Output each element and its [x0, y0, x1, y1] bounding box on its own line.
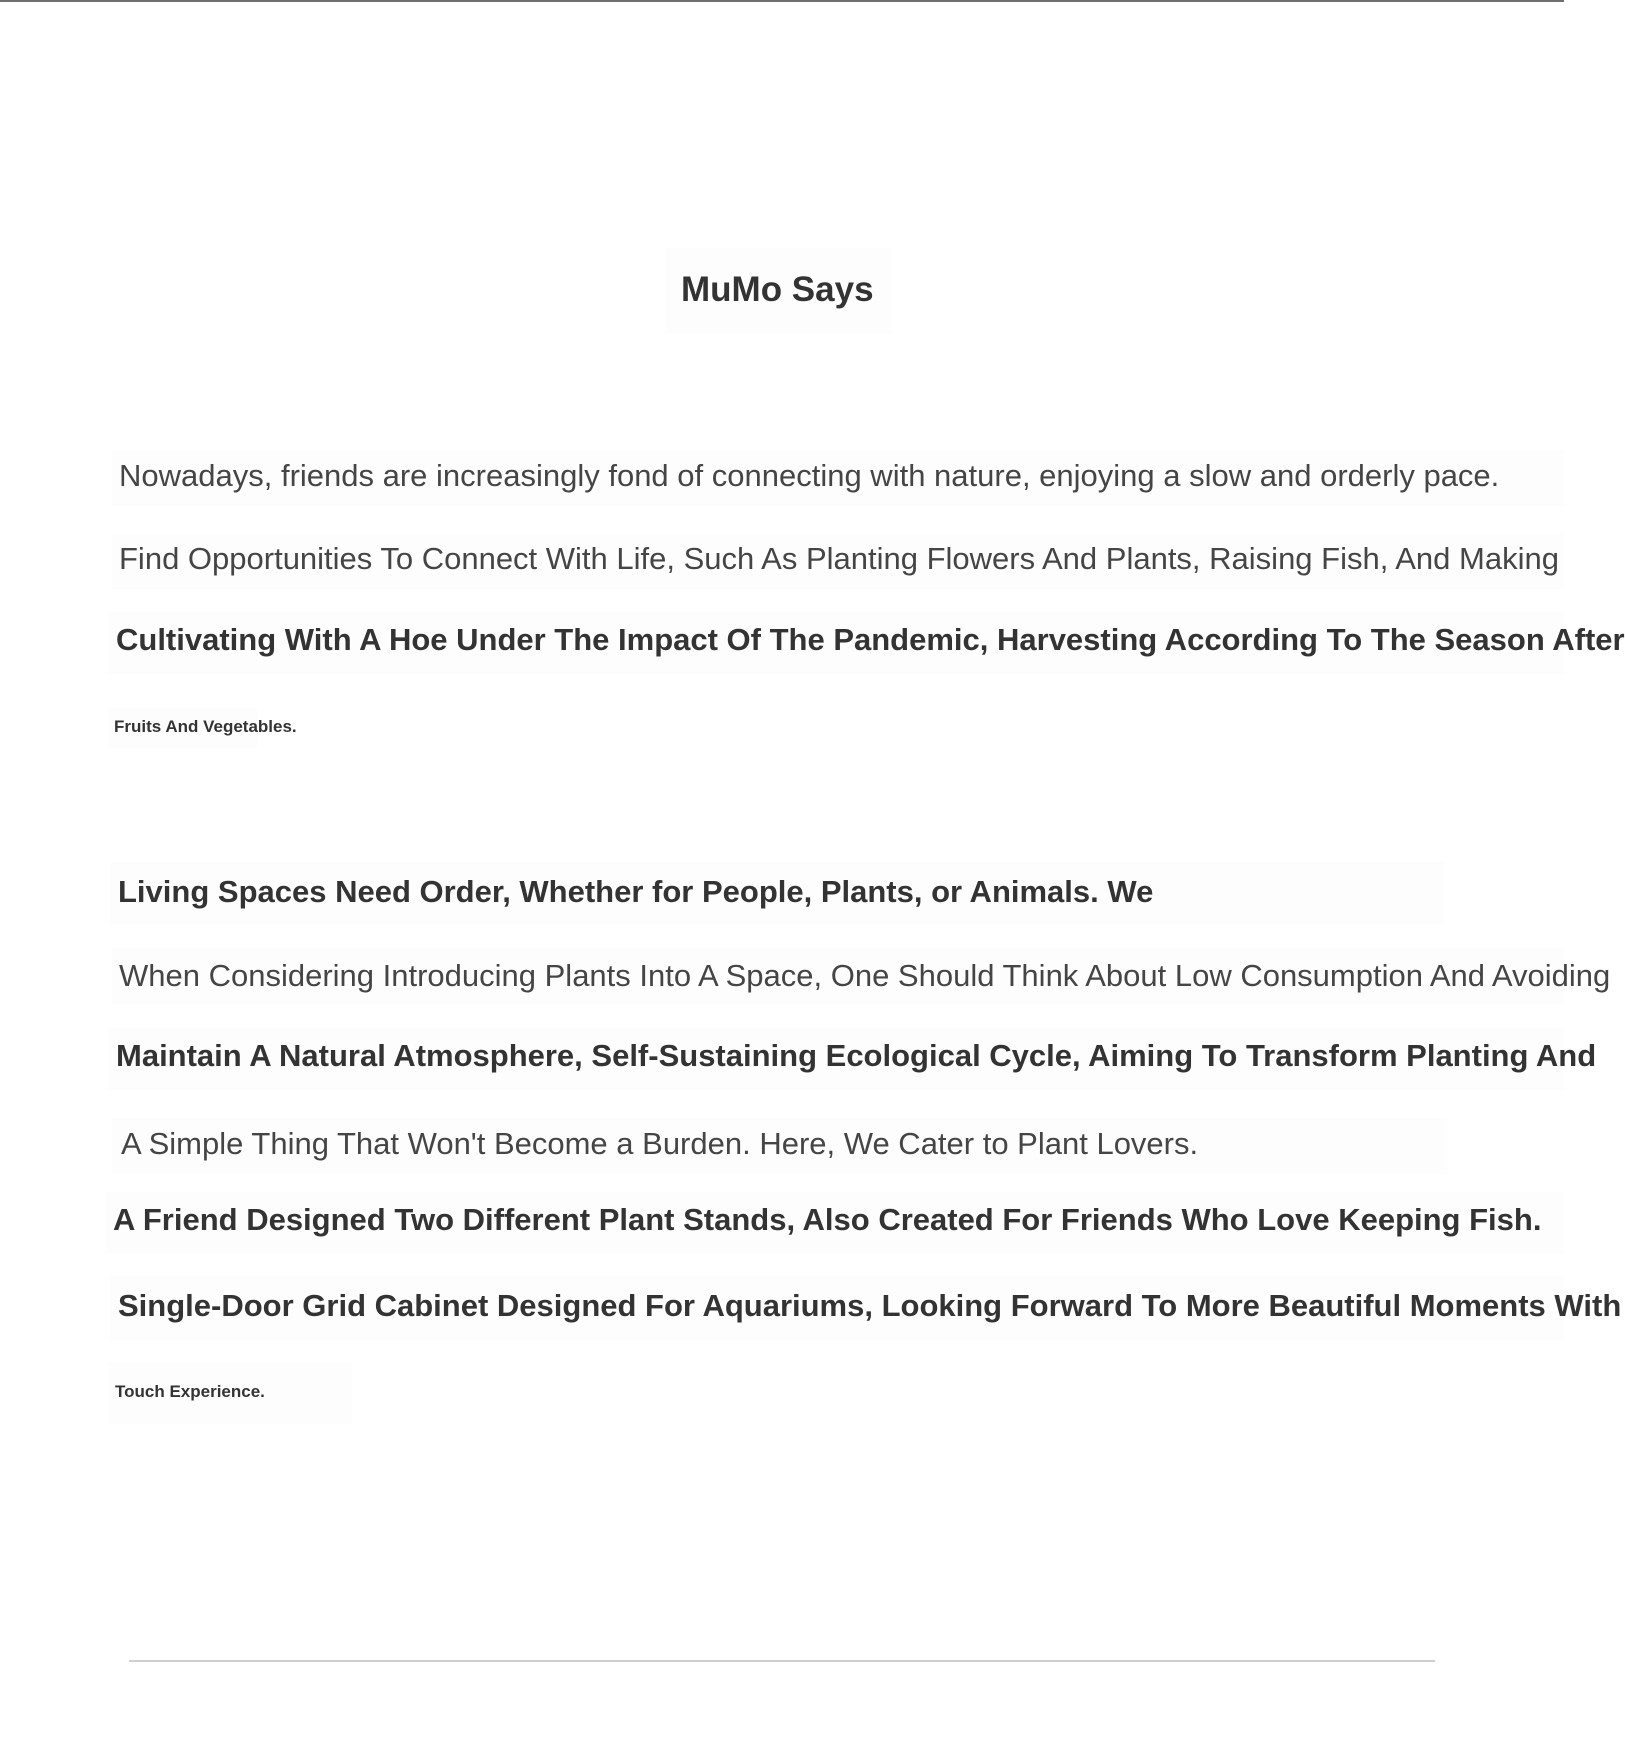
page-title: MuMo Says: [681, 270, 874, 309]
section2-line5-block: [106, 1192, 1564, 1254]
section2-line1: Living Spaces Need Order, Whether for People, Plants, or Animals. We: [118, 874, 1154, 909]
section2-line3-block: [108, 1028, 1597, 1090]
section1-line4-block: [108, 708, 297, 748]
title-block: [666, 248, 892, 334]
section1-line2: Find Opportunities To Connect With Life, Such As Planting Flowers And Plants, Raising Fish, And Making: [119, 541, 1559, 576]
section2-line3: Maintain A Natural Atmosphere, Self-Sustaining Ecological Cycle, Aiming To Transform Planting And: [116, 1038, 1597, 1073]
section1-line1: Nowadays, friends are increasingly fond of connecting with nature, enjoying a slow and orderly pace.: [119, 458, 1500, 493]
section1-line3: Cultivating With A Hoe Under The Impact Of The Pandemic, Harvesting According To The Season After: [116, 622, 1625, 657]
section1-line2-block: [112, 533, 1564, 589]
section2-line6-block: [110, 1276, 1622, 1340]
bottom-divider: [129, 1660, 1435, 1662]
section1-line4: Fruits And Vegetables.: [114, 717, 297, 736]
top-divider: [0, 0, 1564, 2]
section2-line2: When Considering Introducing Plants Into A Space, One Should Think About Low Consumption And Avoiding: [119, 958, 1611, 993]
section2-line7-block: [108, 1362, 352, 1424]
section2-line6: Single-Door Grid Cabinet Designed For Aquariums, Looking Forward To More Beautiful Moments With: [118, 1288, 1622, 1323]
section1-line3-block: [108, 612, 1625, 674]
section2-line4: A Simple Thing That Won't Become a Burden. Here, We Cater to Plant Lovers.: [121, 1126, 1199, 1161]
section2-line5: A Friend Designed Two Different Plant Stands, Also Created For Friends Who Love Keeping Fish.: [113, 1202, 1542, 1237]
section2-line7: Touch Experience.: [115, 1382, 265, 1401]
section2-line4-block: [112, 1118, 1447, 1174]
section2-line2-block: [112, 948, 1611, 1004]
section1-line1-block: [112, 450, 1564, 506]
section2-line1-block: [110, 862, 1445, 924]
